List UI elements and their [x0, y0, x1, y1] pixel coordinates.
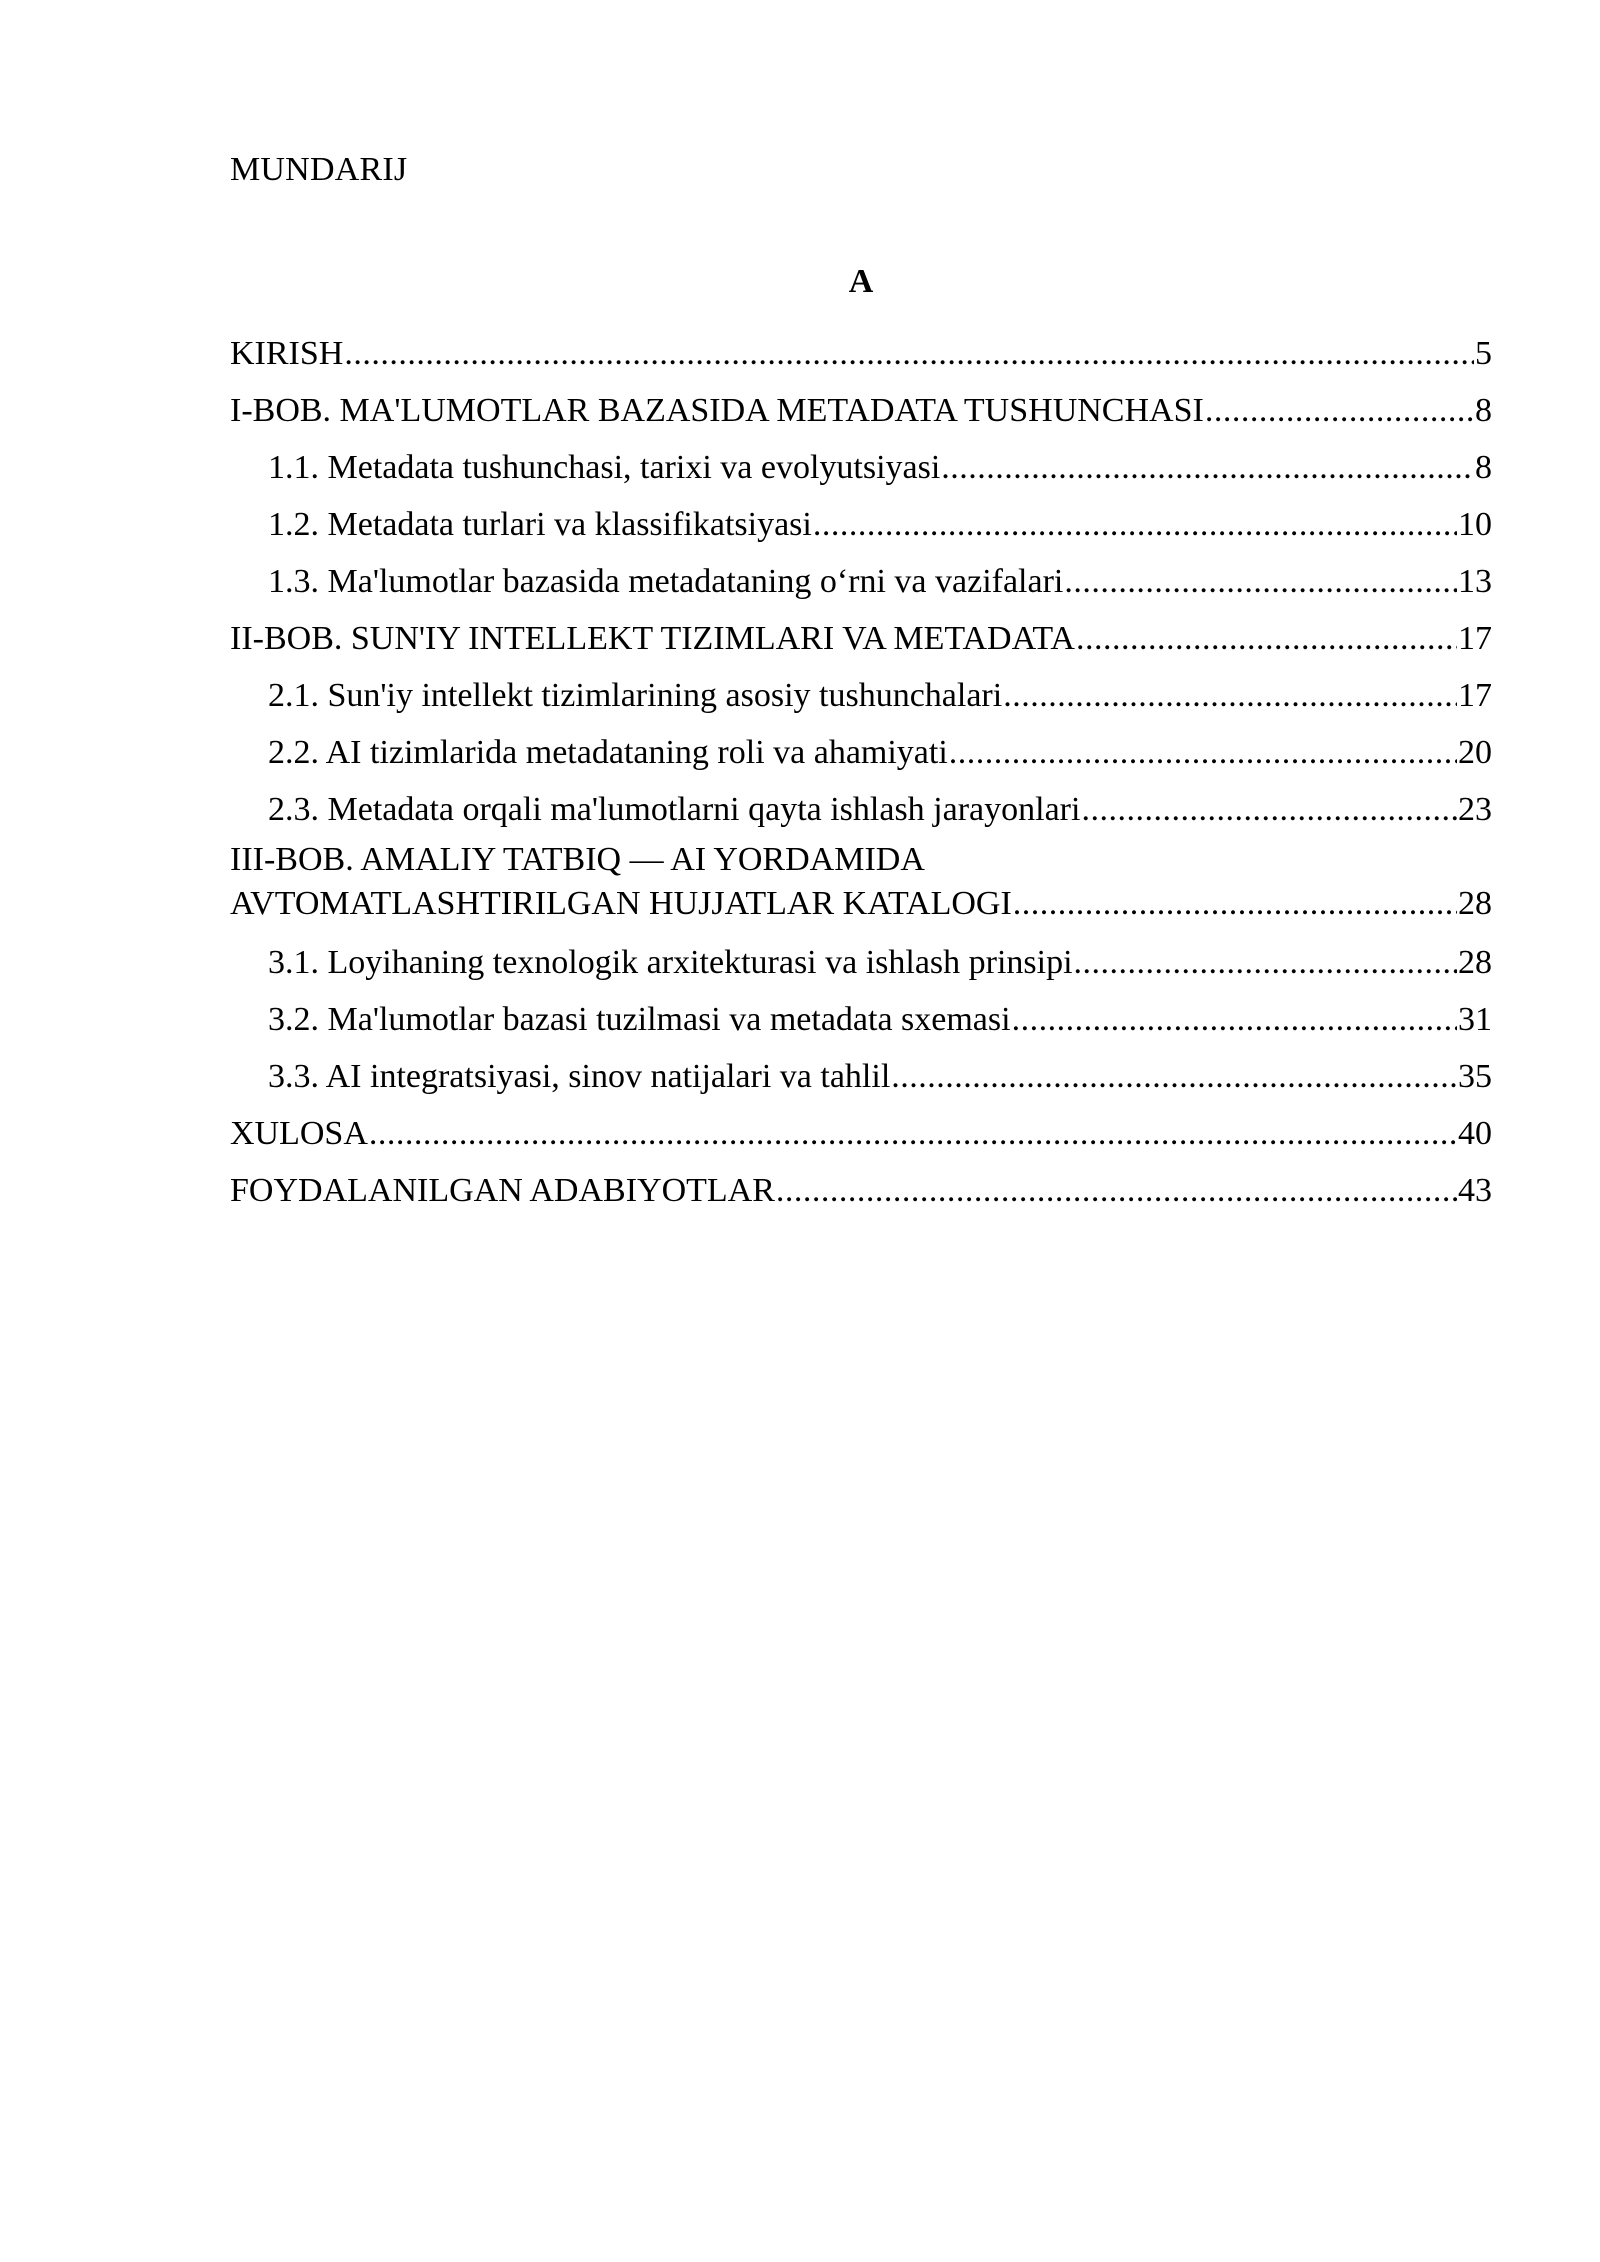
- toc-entry-title: 3.2. Ma'lumotlar bazasi tuzilmasi va metadata sxemasi: [268, 1001, 1011, 1038]
- toc-page-number: 35: [1458, 1058, 1492, 1095]
- toc-dot-leader: [1003, 667, 1457, 724]
- toc-entry-references[interactable]: [230, 1162, 1492, 1219]
- toc-entry-title: 1.2. Metadata turlari va klassifikatsiyasi: [268, 506, 812, 543]
- toc-entry-title: II-BOB. SUN'IY INTELLEKT TIZIMLARI VA METADATA: [230, 620, 1075, 657]
- toc-entry-title: I-BOB. MA'LUMOTLAR BAZASIDA METADATA TUSHUNCHASI: [230, 392, 1204, 429]
- toc-dot-leader: [813, 496, 1457, 553]
- toc-dot-leader: [344, 325, 1474, 382]
- toc-page-number: 10: [1458, 506, 1492, 543]
- toc-entry-chapter-2[interactable]: [230, 610, 1492, 667]
- toc-entry-title: KIRISH: [230, 335, 344, 372]
- toc-entry-section-1-2[interactable]: [230, 496, 1492, 553]
- toc-page-number: 28: [1458, 944, 1492, 981]
- table-of-contents: [230, 325, 1492, 1219]
- toc-entry-title: AVTOMATLASHTIRILGAN HUJJATLAR KATALOGI: [230, 885, 1012, 922]
- toc-dot-leader: [949, 724, 1457, 781]
- toc-entry-title: FOYDALANILGAN ADABIYOTLAR: [230, 1172, 775, 1209]
- toc-entry-xulosa[interactable]: [230, 1105, 1492, 1162]
- toc-dot-leader: [369, 1105, 1457, 1162]
- toc-entry-title-line1: III-BOB. AMALIY TATBIQ — AI YORDAMIDA: [230, 841, 925, 878]
- toc-entry-title-line2-row: [230, 882, 1492, 934]
- toc-entry-title: 1.3. Ma'lumotlar bazasida metadataning o‘rni va vazifalari: [268, 563, 1064, 600]
- toc-page-number: 8: [1475, 392, 1492, 429]
- toc-dot-leader: [1064, 553, 1457, 610]
- toc-entry-title: 3.1. Loyihaning texnologik arxitekturasi va ishlash prinsipi: [268, 944, 1073, 981]
- toc-entry-section-2-1[interactable]: [230, 667, 1492, 724]
- toc-page-number: 28: [1458, 885, 1492, 922]
- toc-entry-title: 2.1. Sun'iy intellekt tizimlarining asosiy tushunchalari: [268, 677, 1003, 714]
- toc-page-number: 23: [1458, 791, 1492, 828]
- toc-dot-leader: [1013, 882, 1457, 926]
- toc-entry-section-1-1[interactable]: [230, 439, 1492, 496]
- toc-entry-section-2-3[interactable]: [230, 781, 1492, 838]
- toc-page-number: 17: [1458, 677, 1492, 714]
- toc-entry-chapter-3[interactable]: [230, 838, 1492, 934]
- toc-entry-section-3-1[interactable]: [230, 934, 1492, 991]
- toc-entry-title: 3.3. AI integratsiyasi, sinov natijalari va tahlil: [268, 1058, 891, 1095]
- toc-entry-kirish[interactable]: [230, 325, 1492, 382]
- toc-entry-title: XULOSA: [230, 1115, 368, 1152]
- toc-entry-title: 2.3. Metadata orqali ma'lumotlarni qayta ishlash jarayonlari: [268, 791, 1081, 828]
- toc-entry-title: 2.2. AI tizimlarida metadataning roli va ahamiyati: [268, 734, 948, 771]
- toc-page-number: 43: [1458, 1172, 1492, 1209]
- toc-entry-section-1-3[interactable]: [230, 553, 1492, 610]
- toc-entry-title: 1.1. Metadata tushunchasi, tarixi va evolyutsiyasi: [268, 449, 941, 486]
- toc-dot-leader: [1074, 934, 1457, 991]
- toc-page-number: 8: [1475, 449, 1492, 486]
- toc-heading-continuation: A: [848, 263, 874, 300]
- toc-page-number: 17: [1458, 620, 1492, 657]
- toc-dot-leader: [1081, 781, 1457, 838]
- toc-page-number: 13: [1458, 563, 1492, 600]
- toc-dot-leader: [776, 1162, 1457, 1219]
- toc-dot-leader: [891, 1048, 1457, 1105]
- toc-entry-section-3-2[interactable]: [230, 991, 1492, 1048]
- toc-dot-leader: [1076, 610, 1457, 667]
- toc-dot-leader: [941, 439, 1474, 496]
- toc-heading: MUNDARIJ: [230, 151, 408, 188]
- toc-dot-leader: [1205, 382, 1474, 439]
- toc-page-number: 20: [1458, 734, 1492, 771]
- toc-entry-chapter-1[interactable]: [230, 382, 1492, 439]
- toc-page-number: 40: [1458, 1115, 1492, 1152]
- toc-dot-leader: [1012, 991, 1457, 1048]
- toc-entry-section-2-2[interactable]: [230, 724, 1492, 781]
- toc-entry-section-3-3[interactable]: [230, 1048, 1492, 1105]
- toc-page-number: 5: [1475, 335, 1492, 372]
- toc-page-number: 31: [1458, 1001, 1492, 1038]
